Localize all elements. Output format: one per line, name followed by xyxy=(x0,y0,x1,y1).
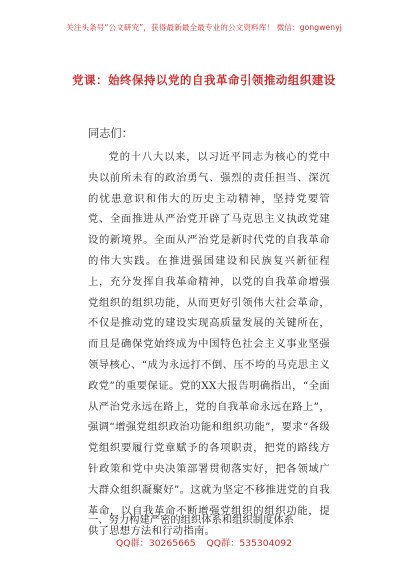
footer-qq-groups: QQ群：30265665 QQ群：535304092 xyxy=(116,538,292,549)
body-paragraph: 党的十八大以来，以习近平同志为核心的党中央以前所未有的政治勇气、强烈的责任担当、深沉的忧患意识和伟大的历史主动精神，坚持党要管党、全面推进从严治党开辟了马克思主义执政党建设的新境界。全面从严治党是新时代党的自我革命的伟大实践。在推进强国建设和民族复兴新征程上，充分发挥自我革命精神，以党的自我革命增强党组织的组织功能，从而更好引领伟大社会革命，不仅是推动党的建设实现高质量发展的关键所在，而且是确保党始终成为中国特色社会主义事业坚强领导核心、“成为永远打不倒、压不垮的马克思主义政党”的重要保证。党的XX大报告明确指出，“全面从严治党永远在路上，党的自我革命永远在路上”，强调“增强党组织政治功能和组织功能”，要求“各级党组织要履行党章赋予的各项职责，把党的路线方针政策和党中央决策部署贯彻落实好，把各领域广大群众组织凝聚好”。这就为坚定不移推进党的自我革命，以自我革命不断增强党组织的组织功能，提供了思想方法和行动指南。 xyxy=(88,151,330,538)
header-promo-note: 关注头条号“公文研究”，获得最新最全最专业的公文资料库！ 微信：gongwenyj xyxy=(66,23,342,32)
section-heading: 一、努力构建严密的组织体系和组织制度体系 xyxy=(88,514,294,526)
salutation: 同志们： xyxy=(88,127,133,140)
document-title: 党课：始终保持以党的自我革命引领推动组织建设 xyxy=(72,73,336,87)
